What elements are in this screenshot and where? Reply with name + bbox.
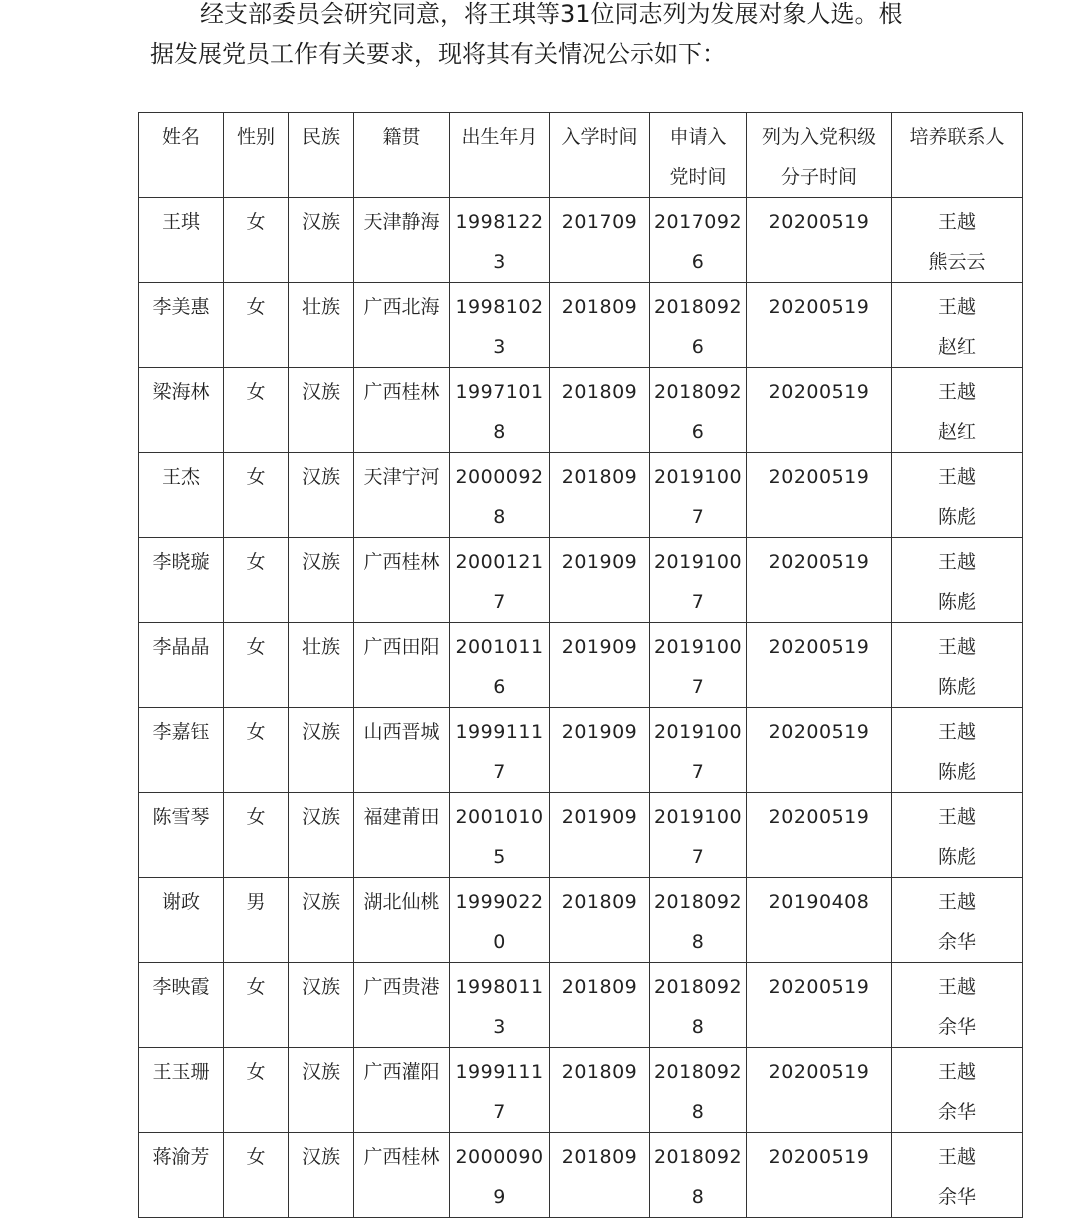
cell-enroll-text: 201709 (561, 211, 638, 233)
cell-birth-line: 8 (493, 506, 506, 528)
column-header-apply (650, 113, 747, 198)
cell-activist (747, 878, 892, 963)
column-header-text: 入学时间 (561, 126, 638, 148)
table-row (139, 453, 1023, 538)
cell-activist (747, 623, 892, 708)
cell-birth (450, 368, 550, 453)
cell-apply-line: 7 (691, 846, 705, 868)
cell-name (139, 453, 224, 538)
cell-contacts-line: 余华 (937, 1186, 976, 1208)
cell-origin (354, 793, 450, 878)
column-header-text: 分子时间 (780, 166, 857, 188)
cell-birth-line: 2000090 (455, 1146, 544, 1168)
cell-name-text: 谢政 (161, 891, 200, 913)
cell-name-text: 李晶晶 (152, 636, 210, 658)
cell-apply-line: 2018092 (653, 296, 743, 318)
cell-ethnicity-text: 汉族 (301, 1146, 340, 1168)
column-header-name (139, 113, 224, 198)
cell-activist (747, 538, 892, 623)
cell-contacts-line: 陈彪 (937, 846, 976, 868)
cell-origin (354, 538, 450, 623)
cell-contacts-line: 王越 (937, 636, 976, 658)
cell-enroll (550, 283, 650, 368)
cell-apply (650, 283, 747, 368)
cell-origin (354, 708, 450, 793)
cell-enroll (550, 1133, 650, 1218)
cell-name-text: 蒋渝芳 (152, 1146, 210, 1168)
cell-origin-text: 广西田阳 (363, 636, 440, 658)
column-header-text: 民族 (301, 126, 340, 148)
table-row (139, 793, 1023, 878)
cell-ethnicity (289, 283, 354, 368)
cell-apply (650, 623, 747, 708)
cell-name (139, 198, 224, 283)
cell-activist-text: 20200519 (768, 466, 870, 488)
cell-enroll-text: 201809 (561, 466, 638, 488)
cell-birth-line: 6 (493, 676, 506, 698)
cell-birth-line: 1997101 (455, 381, 544, 403)
cell-apply-line: 6 (691, 421, 705, 443)
table-row (139, 1048, 1023, 1133)
cell-birth (450, 538, 550, 623)
cell-apply-line: 8 (691, 931, 705, 953)
cell-enroll-text: 201909 (561, 551, 638, 573)
cell-contacts-line: 王越 (937, 466, 976, 488)
cell-name (139, 283, 224, 368)
cell-name-text: 王玉珊 (152, 1061, 210, 1083)
intro-line-2: 据发展党员工作有关要求，现将其有关情况公示如下： (150, 40, 726, 68)
cell-name (139, 878, 224, 963)
cell-activist-text: 20200519 (768, 381, 870, 403)
cell-apply-line: 2019100 (653, 636, 743, 658)
cell-contacts-line: 王越 (937, 381, 976, 403)
cell-contacts-line: 余华 (937, 931, 976, 953)
cell-activist-text: 20200519 (768, 636, 870, 658)
cell-name (139, 1048, 224, 1133)
cell-apply-line: 8 (691, 1016, 705, 1038)
cell-enroll-text: 201809 (561, 381, 638, 403)
cell-origin-text: 广西桂林 (363, 381, 440, 403)
cell-origin-text: 广西北海 (363, 296, 440, 318)
cell-apply-line: 7 (691, 506, 705, 528)
cell-birth-line: 1998122 (455, 211, 544, 233)
cell-birth (450, 1048, 550, 1133)
cell-activist (747, 708, 892, 793)
cell-contacts-line: 熊云云 (928, 251, 986, 273)
cell-name (139, 793, 224, 878)
table-row (139, 1133, 1023, 1218)
cell-apply-line: 2018092 (653, 1061, 743, 1083)
cell-gender (224, 368, 289, 453)
cell-birth-line: 3 (493, 1016, 506, 1038)
cell-birth-line: 2000092 (455, 466, 544, 488)
cell-activist-text: 20200519 (768, 721, 870, 743)
cell-gender-text: 女 (246, 976, 266, 998)
cell-apply-line: 2019100 (653, 806, 743, 828)
cell-contacts-line: 王越 (937, 211, 976, 233)
cell-gender (224, 1133, 289, 1218)
cell-gender (224, 623, 289, 708)
cell-contacts-line: 王越 (937, 721, 976, 743)
cell-birth-line: 3 (493, 336, 506, 358)
cell-enroll-text: 201909 (561, 806, 638, 828)
cell-gender (224, 793, 289, 878)
cell-contacts (892, 878, 1023, 963)
cell-enroll-text: 201909 (561, 721, 638, 743)
cell-origin-text: 天津静海 (363, 211, 440, 233)
cell-gender-text: 女 (246, 721, 266, 743)
cell-enroll-text: 201909 (561, 636, 638, 658)
cell-origin-text: 天津宁河 (363, 466, 440, 488)
cell-origin-text: 山西晋城 (363, 721, 440, 743)
cell-enroll-text: 201809 (561, 891, 638, 913)
table-row (139, 963, 1023, 1048)
table-body (139, 198, 1023, 1218)
cell-apply (650, 1133, 747, 1218)
cell-activist (747, 453, 892, 538)
cell-activist (747, 963, 892, 1048)
cell-birth-line: 3 (493, 251, 506, 273)
table-row (139, 368, 1023, 453)
cell-contacts-line: 赵红 (937, 421, 976, 443)
cell-contacts (892, 1048, 1023, 1133)
table-row (139, 198, 1023, 283)
cell-apply-line: 2017092 (653, 211, 743, 233)
cell-gender (224, 538, 289, 623)
cell-origin-text: 广西桂林 (363, 551, 440, 573)
cell-ethnicity (289, 623, 354, 708)
cell-contacts-line: 余华 (937, 1101, 976, 1123)
cell-birth-line: 5 (493, 846, 506, 868)
cell-origin-text: 福建莆田 (363, 806, 440, 828)
cell-apply-line: 2018092 (653, 1146, 743, 1168)
cell-gender-text: 女 (246, 211, 266, 233)
cell-origin (354, 198, 450, 283)
cell-ethnicity-text: 汉族 (301, 806, 340, 828)
cell-ethnicity (289, 1133, 354, 1218)
cell-activist (747, 198, 892, 283)
cell-contacts-line: 王越 (937, 891, 976, 913)
cell-activist (747, 1048, 892, 1133)
cell-gender-text: 女 (246, 296, 266, 318)
cell-enroll (550, 793, 650, 878)
cell-birth-line: 7 (493, 1101, 506, 1123)
cell-name-text: 梁海林 (152, 381, 210, 403)
cell-ethnicity (289, 878, 354, 963)
cell-contacts (892, 623, 1023, 708)
cell-name (139, 538, 224, 623)
cell-apply-line: 2019100 (653, 721, 743, 743)
cell-contacts-line: 陈彪 (937, 506, 976, 528)
cell-birth-line: 1999111 (455, 1061, 544, 1083)
cell-ethnicity-text: 汉族 (301, 1061, 340, 1083)
cell-ethnicity-text: 壮族 (301, 296, 340, 318)
cell-apply (650, 963, 747, 1048)
cell-contacts-line: 王越 (937, 551, 976, 573)
cell-apply-line: 7 (691, 761, 705, 783)
column-header-enroll (550, 113, 650, 198)
cell-apply-line: 8 (691, 1186, 705, 1208)
cell-birth-line: 1999022 (455, 891, 544, 913)
cell-apply-line: 6 (691, 336, 705, 358)
cell-activist-text: 20200519 (768, 296, 870, 318)
cell-ethnicity-text: 汉族 (301, 381, 340, 403)
cell-name-text: 李嘉钰 (152, 721, 210, 743)
cell-contacts-line: 陈彪 (937, 591, 976, 613)
cell-enroll (550, 963, 650, 1048)
cell-gender (224, 708, 289, 793)
cell-apply-line: 2018092 (653, 381, 743, 403)
cell-contacts (892, 708, 1023, 793)
header-row (139, 113, 1023, 198)
column-header-contacts (892, 113, 1023, 198)
cell-contacts (892, 368, 1023, 453)
cell-ethnicity (289, 198, 354, 283)
column-header-text: 申请入 (669, 126, 727, 148)
cell-gender-text: 女 (246, 381, 266, 403)
cell-activist-text: 20200519 (768, 551, 870, 573)
cell-apply (650, 793, 747, 878)
cell-origin (354, 1133, 450, 1218)
cell-gender (224, 1048, 289, 1133)
cell-origin (354, 368, 450, 453)
cell-birth-line: 2001011 (455, 636, 544, 658)
candidate-table (138, 112, 1023, 1218)
cell-gender-text: 女 (246, 806, 266, 828)
cell-birth-line: 0 (493, 931, 506, 953)
cell-birth-line: 9 (493, 1186, 506, 1208)
cell-origin-text: 广西桂林 (363, 1146, 440, 1168)
cell-gender-text: 女 (246, 1146, 266, 1168)
cell-gender-text: 女 (246, 466, 266, 488)
cell-birth-line: 1998011 (455, 976, 544, 998)
table-row (139, 708, 1023, 793)
cell-origin (354, 878, 450, 963)
cell-gender (224, 453, 289, 538)
column-header-text: 姓名 (161, 126, 200, 148)
cell-name (139, 368, 224, 453)
cell-contacts (892, 963, 1023, 1048)
cell-ethnicity (289, 368, 354, 453)
cell-contacts-line: 赵红 (937, 336, 976, 358)
table-row (139, 878, 1023, 963)
cell-apply (650, 453, 747, 538)
column-header-origin (354, 113, 450, 198)
cell-name (139, 963, 224, 1048)
cell-origin-text: 湖北仙桃 (363, 891, 440, 913)
cell-gender (224, 283, 289, 368)
cell-apply-line: 2019100 (653, 466, 743, 488)
table-row (139, 623, 1023, 708)
cell-contacts (892, 198, 1023, 283)
cell-enroll (550, 1048, 650, 1133)
cell-contacts-line: 王越 (937, 1061, 976, 1083)
cell-gender (224, 963, 289, 1048)
cell-origin (354, 623, 450, 708)
column-header-text: 性别 (236, 126, 275, 148)
cell-contacts-line: 陈彪 (937, 761, 976, 783)
cell-apply-line: 2018092 (653, 976, 743, 998)
column-header-activist (747, 113, 892, 198)
cell-birth (450, 878, 550, 963)
cell-gender-text: 男 (246, 891, 266, 913)
cell-contacts (892, 793, 1023, 878)
cell-birth-line: 2001010 (455, 806, 544, 828)
cell-gender (224, 198, 289, 283)
cell-ethnicity-text: 汉族 (301, 976, 340, 998)
cell-contacts-line: 王越 (937, 1146, 976, 1168)
cell-name-text: 王杰 (161, 466, 200, 488)
cell-gender-text: 女 (246, 1061, 266, 1083)
table-row (139, 538, 1023, 623)
cell-birth (450, 793, 550, 878)
cell-activist-text: 20200519 (768, 806, 870, 828)
cell-enroll-text: 201809 (561, 1146, 638, 1168)
cell-origin (354, 963, 450, 1048)
cell-contacts-line: 余华 (937, 1016, 976, 1038)
cell-ethnicity-text: 壮族 (301, 636, 340, 658)
cell-birth-line: 7 (493, 761, 506, 783)
cell-name-text: 李美惠 (152, 296, 210, 318)
column-header-text: 籍贯 (382, 126, 421, 148)
cell-origin (354, 453, 450, 538)
table-header (139, 113, 1023, 198)
column-header-text: 列为入党积级 (761, 126, 876, 148)
cell-apply (650, 878, 747, 963)
cell-birth (450, 453, 550, 538)
cell-apply (650, 538, 747, 623)
column-header-text: 出生年月 (461, 126, 538, 148)
cell-origin (354, 1048, 450, 1133)
cell-contacts (892, 1133, 1023, 1218)
column-header-text: 培养联系人 (909, 126, 1005, 148)
cell-contacts-line: 王越 (937, 296, 976, 318)
cell-ethnicity (289, 793, 354, 878)
cell-name (139, 1133, 224, 1218)
cell-origin (354, 283, 450, 368)
column-header-ethnicity (289, 113, 354, 198)
cell-birth (450, 1133, 550, 1218)
cell-contacts (892, 453, 1023, 538)
cell-apply-line: 7 (691, 591, 705, 613)
cell-gender (224, 878, 289, 963)
cell-ethnicity-text: 汉族 (301, 551, 340, 573)
cell-apply-line: 2019100 (653, 551, 743, 573)
cell-ethnicity (289, 708, 354, 793)
table-row (139, 283, 1023, 368)
cell-birth (450, 198, 550, 283)
cell-enroll-text: 201809 (561, 1061, 638, 1083)
cell-activist (747, 283, 892, 368)
cell-enroll (550, 878, 650, 963)
cell-activist-text: 20200519 (768, 211, 870, 233)
cell-activist-text: 20190408 (768, 891, 870, 913)
intro-line-1: 经支部委员会研究同意，将王琪等31位同志列为发展对象人选。根 (200, 0, 903, 28)
cell-name (139, 623, 224, 708)
cell-birth-line: 7 (493, 591, 506, 613)
cell-ethnicity-text: 汉族 (301, 891, 340, 913)
cell-enroll-text: 201809 (561, 296, 638, 318)
cell-name-text: 李晓璇 (152, 551, 210, 573)
cell-ethnicity (289, 1048, 354, 1133)
cell-enroll (550, 198, 650, 283)
column-header-text: 党时间 (669, 166, 727, 188)
cell-name-text: 李映霞 (152, 976, 210, 998)
column-header-gender (224, 113, 289, 198)
cell-enroll-text: 201809 (561, 976, 638, 998)
cell-enroll (550, 708, 650, 793)
cell-birth-line: 1998102 (455, 296, 544, 318)
cell-apply (650, 708, 747, 793)
cell-activist (747, 368, 892, 453)
cell-activist (747, 793, 892, 878)
cell-apply-line: 2018092 (653, 891, 743, 913)
cell-activist (747, 1133, 892, 1218)
cell-enroll (550, 538, 650, 623)
column-header-birth (450, 113, 550, 198)
cell-apply (650, 368, 747, 453)
cell-activist-text: 20200519 (768, 1146, 870, 1168)
cell-activist-text: 20200519 (768, 976, 870, 998)
cell-name-text: 王琪 (161, 211, 200, 233)
cell-birth (450, 963, 550, 1048)
cell-ethnicity-text: 汉族 (301, 211, 340, 233)
cell-ethnicity (289, 453, 354, 538)
cell-birth (450, 623, 550, 708)
cell-apply (650, 198, 747, 283)
cell-birth-line: 2000121 (455, 551, 544, 573)
cell-birth (450, 283, 550, 368)
cell-contacts-line: 王越 (937, 806, 976, 828)
cell-birth-line: 1999111 (455, 721, 544, 743)
cell-enroll (550, 453, 650, 538)
cell-birth-line: 8 (493, 421, 506, 443)
cell-enroll (550, 368, 650, 453)
cell-name (139, 708, 224, 793)
cell-ethnicity-text: 汉族 (301, 466, 340, 488)
cell-origin-text: 广西贵港 (363, 976, 440, 998)
cell-gender-text: 女 (246, 636, 266, 658)
cell-name-text: 陈雪琴 (152, 806, 210, 828)
cell-contacts (892, 538, 1023, 623)
cell-contacts-line: 王越 (937, 976, 976, 998)
cell-ethnicity (289, 538, 354, 623)
cell-gender-text: 女 (246, 551, 266, 573)
cell-origin-text: 广西灌阳 (363, 1061, 440, 1083)
cell-birth (450, 708, 550, 793)
cell-contacts (892, 283, 1023, 368)
cell-contacts-line: 陈彪 (937, 676, 976, 698)
cell-apply (650, 1048, 747, 1133)
cell-enroll (550, 623, 650, 708)
cell-apply-line: 7 (691, 676, 705, 698)
cell-ethnicity-text: 汉族 (301, 721, 340, 743)
cell-ethnicity (289, 963, 354, 1048)
cell-apply-line: 6 (691, 251, 705, 273)
cell-apply-line: 8 (691, 1101, 705, 1123)
cell-activist-text: 20200519 (768, 1061, 870, 1083)
